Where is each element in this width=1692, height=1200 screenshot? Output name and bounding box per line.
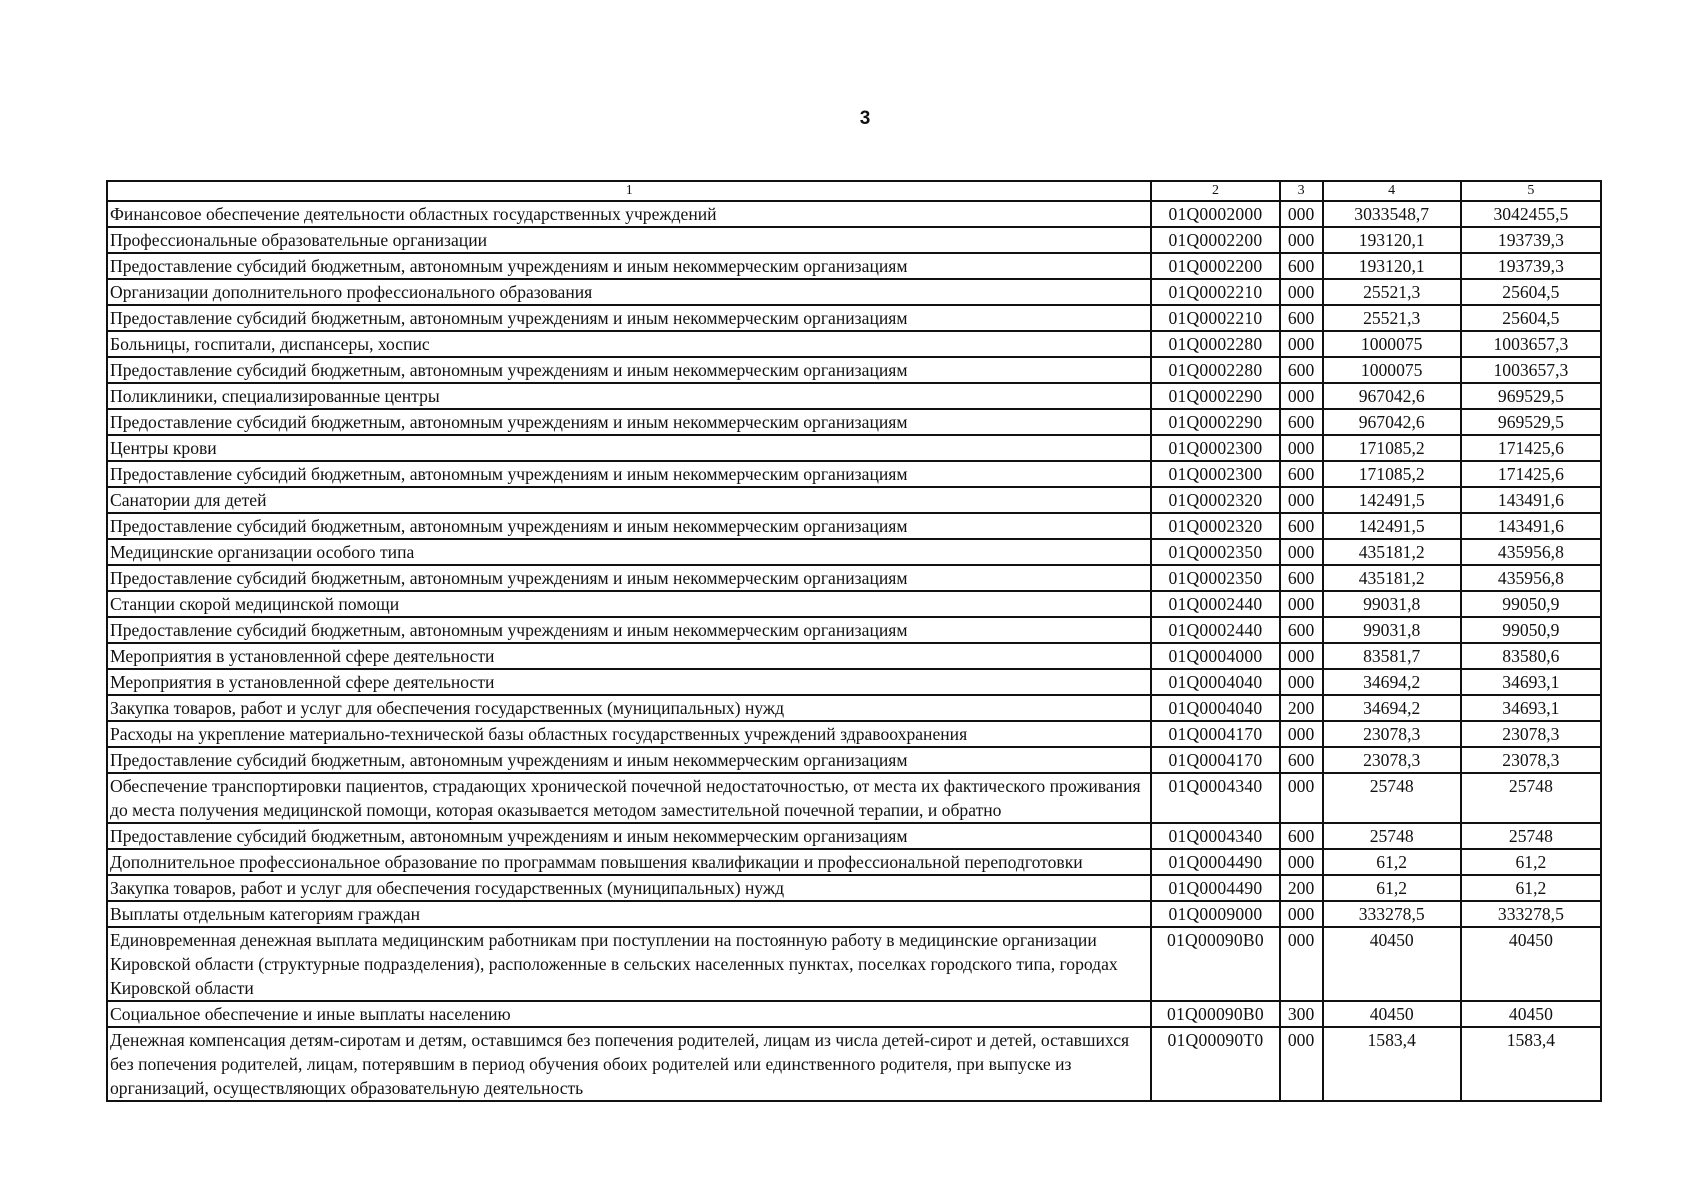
row-code-cell: 01Q0002200 bbox=[1151, 227, 1279, 253]
row-name-cell: Организации дополнительного профессионального образования bbox=[107, 279, 1151, 305]
row-amount-year-1-cell: 1000075 bbox=[1323, 357, 1461, 383]
table-row bbox=[107, 695, 1601, 721]
table-row bbox=[107, 409, 1601, 435]
row-amount-year-1-cell: 23078,3 bbox=[1323, 721, 1461, 747]
table-row bbox=[107, 487, 1601, 513]
row-amount-year-2-cell: 171425,6 bbox=[1461, 435, 1601, 461]
table-body bbox=[107, 201, 1601, 1101]
row-expense-type-cell: 600 bbox=[1280, 357, 1323, 383]
table-row bbox=[107, 435, 1601, 461]
row-name-cell: Предоставление субсидий бюджетным, автономным учреждениям и иным некоммерческим организациям bbox=[107, 617, 1151, 643]
row-code-cell: 01Q0002210 bbox=[1151, 279, 1279, 305]
row-expense-type-cell: 000 bbox=[1280, 773, 1323, 823]
page-number: 3 bbox=[859, 108, 871, 129]
row-amount-year-1-cell: 40450 bbox=[1323, 927, 1461, 1001]
row-name-cell: Обеспечение транспортировки пациентов, страдающих хронической почечной недостаточностью, от места их фактического проживания до места получения медицинской помощи, которая оказывается методом заместительной почечной терапии, и обратно bbox=[107, 773, 1151, 823]
row-code-cell: 01Q0004040 bbox=[1151, 669, 1279, 695]
row-name-cell: Станции скорой медицинской помощи bbox=[107, 591, 1151, 617]
row-expense-type-cell: 300 bbox=[1280, 1001, 1323, 1027]
table-row bbox=[107, 253, 1601, 279]
row-name-cell: Медицинские организации особого типа bbox=[107, 539, 1151, 565]
table-row bbox=[107, 875, 1601, 901]
table-row bbox=[107, 1027, 1601, 1101]
row-expense-type-cell: 000 bbox=[1280, 849, 1323, 875]
row-code-cell: 01Q0002280 bbox=[1151, 357, 1279, 383]
row-expense-type-cell: 600 bbox=[1280, 617, 1323, 643]
row-amount-year-1-cell: 171085,2 bbox=[1323, 461, 1461, 487]
row-expense-type-cell: 200 bbox=[1280, 695, 1323, 721]
row-amount-year-1-cell: 1583,4 bbox=[1323, 1027, 1461, 1101]
row-expense-type-cell: 600 bbox=[1280, 305, 1323, 331]
row-amount-year-1-cell: 25748 bbox=[1323, 823, 1461, 849]
row-expense-type-cell: 600 bbox=[1280, 409, 1323, 435]
row-amount-year-2-cell: 25748 bbox=[1461, 823, 1601, 849]
row-code-cell: 01Q0002280 bbox=[1151, 331, 1279, 357]
row-code-cell: 01Q0002440 bbox=[1151, 591, 1279, 617]
column-header-code: 2 bbox=[1151, 181, 1279, 201]
row-amount-year-2-cell: 40450 bbox=[1461, 927, 1601, 1001]
row-amount-year-1-cell: 83581,7 bbox=[1323, 643, 1461, 669]
row-code-cell: 01Q0004040 bbox=[1151, 695, 1279, 721]
row-amount-year-2-cell: 435956,8 bbox=[1461, 539, 1601, 565]
row-amount-year-2-cell: 25748 bbox=[1461, 773, 1601, 823]
row-code-cell: 01Q0002200 bbox=[1151, 253, 1279, 279]
row-amount-year-1-cell: 61,2 bbox=[1323, 875, 1461, 901]
row-amount-year-2-cell: 40450 bbox=[1461, 1001, 1601, 1027]
row-code-cell: 01Q0002320 bbox=[1151, 487, 1279, 513]
column-header-amount-year-2: 5 bbox=[1461, 181, 1601, 201]
row-amount-year-1-cell: 142491,5 bbox=[1323, 487, 1461, 513]
row-code-cell: 01Q0009000 bbox=[1151, 901, 1279, 927]
row-amount-year-1-cell: 435181,2 bbox=[1323, 539, 1461, 565]
row-expense-type-cell: 600 bbox=[1280, 823, 1323, 849]
row-amount-year-1-cell: 40450 bbox=[1323, 1001, 1461, 1027]
row-expense-type-cell: 000 bbox=[1280, 487, 1323, 513]
row-expense-type-cell: 000 bbox=[1280, 901, 1323, 927]
row-amount-year-1-cell: 171085,2 bbox=[1323, 435, 1461, 461]
table-row bbox=[107, 227, 1601, 253]
row-code-cell: 01Q0002350 bbox=[1151, 565, 1279, 591]
table-header bbox=[107, 181, 1601, 201]
table-row bbox=[107, 357, 1601, 383]
table-row bbox=[107, 721, 1601, 747]
table-row bbox=[107, 513, 1601, 539]
row-name-cell: Единовременная денежная выплата медицинским работникам при поступлении на постоянную работу в медицинские организации Кировской области (структурные подразделения), расположенные в сельских населенных пунктах, поселках городского типа, городах Кировской области bbox=[107, 927, 1151, 1001]
row-code-cell: 01Q0002290 bbox=[1151, 383, 1279, 409]
row-amount-year-2-cell: 34693,1 bbox=[1461, 695, 1601, 721]
row-name-cell: Предоставление субсидий бюджетным, автономным учреждениям и иным некоммерческим организациям bbox=[107, 357, 1151, 383]
row-code-cell: 01Q0002210 bbox=[1151, 305, 1279, 331]
row-name-cell: Выплаты отдельным категориям граждан bbox=[107, 901, 1151, 927]
row-amount-year-1-cell: 1000075 bbox=[1323, 331, 1461, 357]
row-name-cell: Больницы, госпитали, диспансеры, хоспис bbox=[107, 331, 1151, 357]
row-expense-type-cell: 600 bbox=[1280, 461, 1323, 487]
row-expense-type-cell: 000 bbox=[1280, 721, 1323, 747]
row-amount-year-2-cell: 3042455,5 bbox=[1461, 201, 1601, 227]
table-row bbox=[107, 617, 1601, 643]
row-amount-year-2-cell: 143491,6 bbox=[1461, 487, 1601, 513]
row-expense-type-cell: 000 bbox=[1280, 669, 1323, 695]
row-name-cell: Дополнительное профессиональное образование по программам повышения квалификации и профессиональной переподготовки bbox=[107, 849, 1151, 875]
row-name-cell: Социальное обеспечение и иные выплаты населению bbox=[107, 1001, 1151, 1027]
row-expense-type-cell: 000 bbox=[1280, 927, 1323, 1001]
row-amount-year-2-cell: 25604,5 bbox=[1461, 305, 1601, 331]
column-header-expense-type: 3 bbox=[1280, 181, 1323, 201]
row-amount-year-2-cell: 83580,6 bbox=[1461, 643, 1601, 669]
row-amount-year-2-cell: 34693,1 bbox=[1461, 669, 1601, 695]
row-expense-type-cell: 200 bbox=[1280, 875, 1323, 901]
row-amount-year-1-cell: 34694,2 bbox=[1323, 669, 1461, 695]
row-expense-type-cell: 600 bbox=[1280, 565, 1323, 591]
row-code-cell: 01Q0002000 bbox=[1151, 201, 1279, 227]
row-expense-type-cell: 000 bbox=[1280, 435, 1323, 461]
row-code-cell: 01Q00090B0 bbox=[1151, 927, 1279, 1001]
table-row bbox=[107, 901, 1601, 927]
table-row bbox=[107, 331, 1601, 357]
row-expense-type-cell: 000 bbox=[1280, 1027, 1323, 1101]
table-row bbox=[107, 823, 1601, 849]
row-amount-year-1-cell: 967042,6 bbox=[1323, 409, 1461, 435]
row-amount-year-2-cell: 99050,9 bbox=[1461, 617, 1601, 643]
row-amount-year-1-cell: 99031,8 bbox=[1323, 591, 1461, 617]
row-code-cell: 01Q0004170 bbox=[1151, 721, 1279, 747]
row-amount-year-1-cell: 193120,1 bbox=[1323, 253, 1461, 279]
row-code-cell: 01Q0002300 bbox=[1151, 461, 1279, 487]
row-amount-year-2-cell: 969529,5 bbox=[1461, 383, 1601, 409]
row-expense-type-cell: 000 bbox=[1280, 201, 1323, 227]
table-row bbox=[107, 201, 1601, 227]
row-expense-type-cell: 000 bbox=[1280, 591, 1323, 617]
row-name-cell: Закупка товаров, работ и услуг для обеспечения государственных (муниципальных) нужд bbox=[107, 875, 1151, 901]
row-expense-type-cell: 000 bbox=[1280, 279, 1323, 305]
row-name-cell: Денежная компенсация детям-сиротам и детям, оставшимся без попечения родителей, лицам из числа детей-сирот и детей, оставшихся без попечения родителей, лицам, потерявшим в период обучения обоих родителей или единственного родителя, при выпуске из организаций, осуществляющих образовательную деятельность bbox=[107, 1027, 1151, 1101]
row-amount-year-2-cell: 171425,6 bbox=[1461, 461, 1601, 487]
row-name-cell: Расходы на укрепление материально-технической базы областных государственных учреждений здравоохранения bbox=[107, 721, 1151, 747]
row-amount-year-2-cell: 435956,8 bbox=[1461, 565, 1601, 591]
row-amount-year-1-cell: 435181,2 bbox=[1323, 565, 1461, 591]
row-name-cell: Предоставление субсидий бюджетным, автономным учреждениям и иным некоммерческим организациям bbox=[107, 461, 1151, 487]
table-row bbox=[107, 279, 1601, 305]
row-amount-year-2-cell: 969529,5 bbox=[1461, 409, 1601, 435]
row-name-cell: Предоставление субсидий бюджетным, автономным учреждениям и иным некоммерческим организациям bbox=[107, 253, 1151, 279]
table-row bbox=[107, 383, 1601, 409]
table-row bbox=[107, 305, 1601, 331]
row-amount-year-1-cell: 25748 bbox=[1323, 773, 1461, 823]
row-amount-year-2-cell: 23078,3 bbox=[1461, 747, 1601, 773]
row-name-cell: Предоставление субсидий бюджетным, автономным учреждениям и иным некоммерческим организациям bbox=[107, 409, 1151, 435]
row-name-cell: Мероприятия в установленной сфере деятельности bbox=[107, 669, 1151, 695]
table-row bbox=[107, 927, 1601, 1001]
row-code-cell: 01Q00090T0 bbox=[1151, 1027, 1279, 1101]
row-expense-type-cell: 000 bbox=[1280, 643, 1323, 669]
row-code-cell: 01Q0004170 bbox=[1151, 747, 1279, 773]
row-name-cell: Предоставление субсидий бюджетным, автономным учреждениям и иным некоммерческим организациям bbox=[107, 513, 1151, 539]
row-code-cell: 01Q0004490 bbox=[1151, 849, 1279, 875]
table-row bbox=[107, 669, 1601, 695]
row-amount-year-2-cell: 23078,3 bbox=[1461, 721, 1601, 747]
row-amount-year-1-cell: 23078,3 bbox=[1323, 747, 1461, 773]
row-amount-year-2-cell: 333278,5 bbox=[1461, 901, 1601, 927]
row-amount-year-1-cell: 193120,1 bbox=[1323, 227, 1461, 253]
row-amount-year-1-cell: 3033548,7 bbox=[1323, 201, 1461, 227]
row-name-cell: Санатории для детей bbox=[107, 487, 1151, 513]
row-name-cell: Закупка товаров, работ и услуг для обеспечения государственных (муниципальных) нужд bbox=[107, 695, 1151, 721]
row-amount-year-2-cell: 143491,6 bbox=[1461, 513, 1601, 539]
row-amount-year-2-cell: 99050,9 bbox=[1461, 591, 1601, 617]
row-code-cell: 01Q0004340 bbox=[1151, 823, 1279, 849]
table-row bbox=[107, 591, 1601, 617]
table-row bbox=[107, 773, 1601, 823]
row-expense-type-cell: 600 bbox=[1280, 747, 1323, 773]
column-header-amount-year-1: 4 bbox=[1323, 181, 1461, 201]
row-amount-year-1-cell: 967042,6 bbox=[1323, 383, 1461, 409]
row-code-cell: 01Q0004000 bbox=[1151, 643, 1279, 669]
row-amount-year-2-cell: 25604,5 bbox=[1461, 279, 1601, 305]
row-amount-year-2-cell: 193739,3 bbox=[1461, 227, 1601, 253]
row-amount-year-1-cell: 25521,3 bbox=[1323, 305, 1461, 331]
row-amount-year-1-cell: 34694,2 bbox=[1323, 695, 1461, 721]
row-code-cell: 01Q0002350 bbox=[1151, 539, 1279, 565]
row-code-cell: 01Q0002440 bbox=[1151, 617, 1279, 643]
table-row bbox=[107, 461, 1601, 487]
row-name-cell: Финансовое обеспечение деятельности областных государственных учреждений bbox=[107, 201, 1151, 227]
row-amount-year-2-cell: 61,2 bbox=[1461, 875, 1601, 901]
row-expense-type-cell: 600 bbox=[1280, 513, 1323, 539]
row-amount-year-2-cell: 1003657,3 bbox=[1461, 331, 1601, 357]
row-expense-type-cell: 000 bbox=[1280, 331, 1323, 357]
row-name-cell: Мероприятия в установленной сфере деятельности bbox=[107, 643, 1151, 669]
row-name-cell: Поликлиники, специализированные центры bbox=[107, 383, 1151, 409]
row-code-cell: 01Q0004340 bbox=[1151, 773, 1279, 823]
row-name-cell: Центры крови bbox=[107, 435, 1151, 461]
row-expense-type-cell: 000 bbox=[1280, 227, 1323, 253]
row-name-cell: Предоставление субсидий бюджетным, автономным учреждениям и иным некоммерческим организациям bbox=[107, 305, 1151, 331]
row-amount-year-1-cell: 99031,8 bbox=[1323, 617, 1461, 643]
row-amount-year-2-cell: 193739,3 bbox=[1461, 253, 1601, 279]
row-code-cell: 01Q0002320 bbox=[1151, 513, 1279, 539]
budget-table bbox=[106, 180, 1602, 1102]
row-name-cell: Предоставление субсидий бюджетным, автономным учреждениям и иным некоммерческим организациям bbox=[107, 747, 1151, 773]
row-amount-year-2-cell: 61,2 bbox=[1461, 849, 1601, 875]
row-amount-year-1-cell: 142491,5 bbox=[1323, 513, 1461, 539]
row-code-cell: 01Q0004490 bbox=[1151, 875, 1279, 901]
row-amount-year-1-cell: 333278,5 bbox=[1323, 901, 1461, 927]
row-code-cell: 01Q0002300 bbox=[1151, 435, 1279, 461]
row-amount-year-2-cell: 1003657,3 bbox=[1461, 357, 1601, 383]
row-amount-year-1-cell: 25521,3 bbox=[1323, 279, 1461, 305]
table-row bbox=[107, 539, 1601, 565]
row-amount-year-1-cell: 61,2 bbox=[1323, 849, 1461, 875]
table-row bbox=[107, 643, 1601, 669]
row-amount-year-2-cell: 1583,4 bbox=[1461, 1027, 1601, 1101]
table-row bbox=[107, 565, 1601, 591]
header-row bbox=[107, 181, 1601, 201]
column-header-name: 1 bbox=[107, 181, 1151, 201]
row-expense-type-cell: 000 bbox=[1280, 383, 1323, 409]
row-code-cell: 01Q0002290 bbox=[1151, 409, 1279, 435]
row-name-cell: Профессиональные образовательные организации bbox=[107, 227, 1151, 253]
row-name-cell: Предоставление субсидий бюджетным, автономным учреждениям и иным некоммерческим организациям bbox=[107, 823, 1151, 849]
table-row bbox=[107, 747, 1601, 773]
row-expense-type-cell: 000 bbox=[1280, 539, 1323, 565]
table-row bbox=[107, 849, 1601, 875]
row-code-cell: 01Q00090B0 bbox=[1151, 1001, 1279, 1027]
table-row bbox=[107, 1001, 1601, 1027]
row-name-cell: Предоставление субсидий бюджетным, автономным учреждениям и иным некоммерческим организациям bbox=[107, 565, 1151, 591]
row-expense-type-cell: 600 bbox=[1280, 253, 1323, 279]
